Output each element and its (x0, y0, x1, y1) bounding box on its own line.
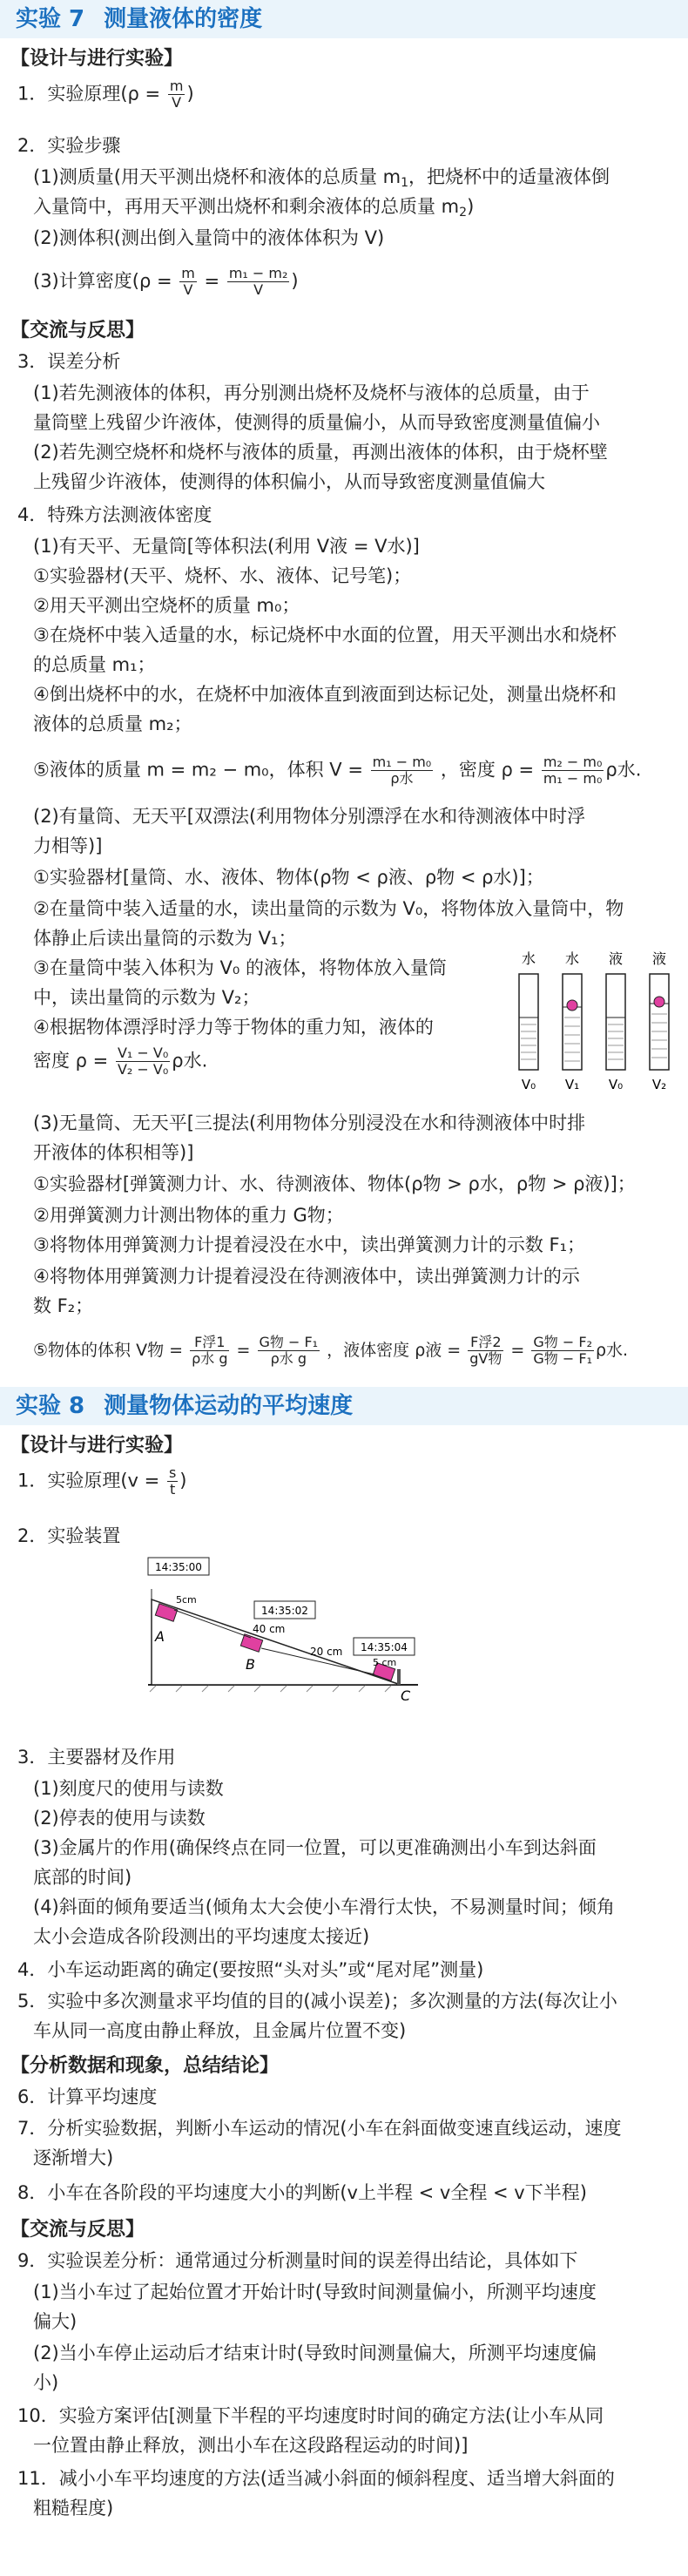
exp8-p11a: 11．减小小车平均速度的方法(适当减小斜面的倾斜程度、适当增大斜面的 (17, 2468, 615, 2489)
cyl-top-label: 液 (651, 950, 667, 967)
principle-text: 1．实验原理(ρ = (17, 83, 161, 105)
dist-label-3: 20 cm (310, 1646, 343, 1658)
fraction (179, 266, 197, 298)
text: ⑤物体的体积 V物 = (33, 1341, 184, 1360)
exp7-m2-1: ①实验器材[量筒、水、液体、物体(ρ物 < ρ液、ρ物 < ρ水)]； (33, 867, 544, 888)
exp7-m3-title-a: (3)无量筒、无天平[三提法(利用物体分别浸没在水和待测液体中时排 (33, 1112, 586, 1133)
text: (3)计算密度(ρ = (33, 270, 172, 292)
exp8-section-analyze: 【分析数据和现象，总结结论】 (10, 2055, 280, 2077)
exp7-principle (17, 78, 671, 111)
exp8-p5b: 车从同一高度由静止释放，且金属片位置不变) (33, 2020, 407, 2041)
exp8-p10a: 10．实验方案评估[测量下半程的平均速度时时间的确定方法(让小车从同 (17, 2405, 604, 2426)
text: ρ水. (605, 759, 642, 781)
exp7-number: 实验 7 (16, 6, 85, 32)
text: ，密度 ρ = (440, 759, 535, 781)
text: ρ水. (172, 1050, 208, 1072)
frac-bottom: V (253, 281, 264, 298)
frac-bottom: ρ水 g (192, 1350, 228, 1367)
cyl-bottom-label: V₂ (651, 1077, 667, 1092)
clock-3-text: 14:35:04 (361, 1641, 408, 1653)
fraction (258, 1335, 320, 1367)
exp7-err2-a: (2)若先测空烧杯和烧杯与液体的质量，再测出液体的体积，由于烧杯壁 (33, 442, 608, 463)
exp7-step2: (2)测体积(测出倒入量筒中的液体体积为 V) (33, 227, 385, 248)
text: 密度 ρ = (33, 1050, 109, 1072)
dist-label-2: 40 cm (253, 1623, 286, 1635)
exp7-special-title: 4．特殊方法测液体密度 (17, 504, 212, 525)
exp8-e1: (1)刻度尺的使用与读数 (33, 1778, 224, 1799)
cyl-top-label: 水 (521, 950, 536, 967)
fraction (116, 1045, 170, 1078)
cyl-top-label: 液 (608, 950, 624, 967)
exp7-m1-4a: ④倒出烧杯中的水，在烧杯中加液体直到液面到达标记处，测量出烧杯和 (33, 684, 617, 705)
cylinder (650, 974, 669, 1070)
exp8-p9: 9．实验误差分析：通常通过分析测量时间的误差得出结论，具体如下 (17, 2250, 578, 2271)
exp8-p11b: 粗糙程度) (33, 2498, 114, 2519)
exp8-p9-1b: 偏大) (33, 2311, 78, 2332)
exp7-m3-title-b: 开液体的体积相等)] (33, 1142, 194, 1163)
text: = (236, 1341, 251, 1360)
point-c: C (401, 1687, 411, 1702)
frac-top: m₁ − m₀ (372, 754, 432, 770)
exp8-p7a: 7．分析实验数据，判断小车运动的情况(小车在斜面做变速直线运动，速度 (17, 2118, 622, 2139)
fraction (227, 266, 290, 298)
exp8-number: 实验 8 (16, 1393, 85, 1419)
exp7-m2-3b: 中，读出量筒的示数为 V₂； (33, 987, 260, 1008)
cyl-bottom-label: V₀ (521, 1077, 536, 1092)
cylinder (563, 974, 582, 1070)
metal-plate (397, 1669, 401, 1685)
exp7-m1-3b: 的总质量 m₁； (33, 654, 156, 675)
clock-1-text: 14:35:00 (155, 1561, 202, 1573)
text: ) (467, 196, 475, 217)
exp8-p5a: 5．实验中多次测量求平均值的目的(减小误差)；多次测量的方法(每次让小 (17, 1991, 617, 2011)
exp7-m3-2: ②用弹簧测力计测出物体的重力 G物； (33, 1205, 344, 1226)
frac-top: G物 − F₁ (259, 1334, 319, 1350)
cyl-bottom-label: V₁ (564, 1077, 580, 1092)
point-a: A (155, 1628, 165, 1645)
exp8-p8: 8．小车在各阶段的平均速度大小的判断(v上半程 < v全程 < v下半程) (17, 2182, 587, 2203)
exp7-m2-2b: 体静止后读出量筒的示数为 V₁； (33, 928, 297, 949)
frac-top: F浮2 (468, 1335, 503, 1351)
cyl-top-label: 水 (564, 950, 580, 967)
exp7-m2-3a: ③在量筒中装入体积为 V₀ 的液体，将物体放入量筒 (33, 957, 447, 978)
exp7-m3-4a: ④将物体用弹簧测力计提着浸没在待测液体中，读出弹簧测力计的示 (33, 1266, 580, 1287)
exp7-steps-title: 2．实验步骤 (17, 135, 121, 156)
text: ρ水. (596, 1341, 629, 1360)
hatch (564, 1018, 580, 1061)
exp7-err1-a: (1)若先测液体的体积，再分别测出烧杯及烧杯与液体的总质量，由于 (33, 382, 590, 403)
principle-fraction (168, 78, 185, 111)
exp8-p6: 6．计算平均速度 (17, 2086, 158, 2107)
exp8-p9-1a: (1)当小车过了起始位置才开始计时(导致时间测量偏小，所测平均速度 (33, 2282, 597, 2302)
exp8-p10b: 一位置由静止释放，测出小车在这段路程运动的时间)] (33, 2435, 469, 2456)
exp7-m2-title-a: (2)有量筒、无天平[双漂法(利用物体分别漂浮在水和待测液体中时浮 (33, 806, 586, 827)
exp7-m2-2a: ②在量筒中装入适量的水，读出量筒的示数为 V₀，将物体放入量筒中，物 (33, 898, 624, 919)
sub: 1 (401, 176, 408, 190)
exp7-step3 (33, 266, 671, 298)
frac-top: m (169, 78, 184, 94)
frac-top: m (181, 265, 195, 281)
exp8-p9-2a: (2)当小车停止运动后才结束计时(导致时间测量偏大，所测平均速度偏 (33, 2343, 597, 2363)
cylinder-1 (519, 950, 538, 1092)
text: ) (291, 270, 299, 292)
exp7-section-design: 【设计与进行实验】 (10, 48, 184, 70)
exp7-step1-b (33, 192, 671, 227)
exp7-section-exchange: 【交流与反思】 (10, 320, 145, 341)
exp8-equip-title: 3．主要器材及作用 (17, 1747, 176, 1768)
exp7-m2-4a: ④根据物体漂浮时浮力等于物体的重力知，液体的 (33, 1017, 434, 1038)
fraction (468, 1335, 503, 1367)
hatch (651, 1014, 667, 1058)
cylinders-diagram (507, 948, 681, 1101)
frac-bottom: m₁ − m₀ (543, 770, 603, 787)
principle-end: ) (186, 83, 194, 105)
frac-bottom: gV物 (469, 1350, 503, 1367)
cylinder (519, 974, 538, 1070)
exp8-e3a: (3)金属片的作用(确保终点在同一位置，可以更准确测出小车到达斜面 (33, 1837, 597, 1858)
text: 入量筒中，再用天平测出烧杯和剩余液体的总质量 m (33, 196, 460, 217)
exp8-section-design: 【设计与进行实验】 (10, 1435, 184, 1457)
text: ) (179, 1470, 187, 1491)
fraction (371, 754, 434, 787)
exp7-m1-1: ①实验器材(天平、烧杯、水、液体、记号笔)； (33, 565, 412, 586)
text: ⑤液体的质量 m = m₂ − m₀，体积 V = (33, 759, 363, 781)
frac-bottom: ρ水 g (270, 1350, 307, 1367)
exp7-m1-5 (33, 754, 671, 787)
frac-bottom: G物 − F₁ (533, 1350, 592, 1367)
hatch (521, 1024, 536, 1059)
cyl-bottom-label: V₀ (608, 1077, 624, 1092)
dist-label-1: 5cm (176, 1594, 197, 1606)
exp7-err-title: 3．误差分析 (17, 351, 121, 372)
fraction (542, 754, 604, 787)
frac-bottom: V₂ − V₀ (117, 1061, 169, 1078)
text: 1．实验原理(v = (17, 1470, 160, 1491)
floating-object (654, 997, 664, 1007)
exp8-title: 测量物体运动的平均速度 (104, 1393, 354, 1419)
exp8-e4b: 太小会造成各阶段测出的平均速度太接近) (33, 1926, 370, 1947)
frac-bottom: V (172, 94, 182, 111)
exp7-err1-b: 量筒壁上残留少许液体，使测得的质量偏小，从而导致密度测量值偏小 (33, 412, 600, 433)
exp8-title-bar (0, 1387, 688, 1425)
exp8-p9-2b: 小) (33, 2372, 59, 2393)
exp8-e2: (2)停表的使用与读数 (33, 1808, 206, 1829)
exp8-p4: 4．小车运动距离的确定(要按照“头对头”或“尾对尾”测量) (17, 1959, 484, 1980)
frac-bottom: V (183, 281, 193, 298)
floating-object (567, 1000, 577, 1011)
frac-top: F浮1 (190, 1335, 229, 1351)
text: (1)测质量(用天平测出烧杯和液体的总质量 m (33, 166, 401, 187)
exp7-m1-title: (1)有天平、无量筒[等体积法(利用 V液 = V水)] (33, 536, 420, 557)
exp7-m3-1: ①实验器材[弹簧测力计、水、待测液体、物体(ρ物 > ρ水，ρ物 > ρ液)]； (33, 1173, 636, 1194)
point-b: B (246, 1656, 255, 1673)
exp7-title-bar (0, 0, 688, 38)
frac-top: s (168, 1464, 177, 1481)
text: ，液体密度 ρ液 = (327, 1341, 462, 1360)
text: ，把烧杯中的适量液体倒 (408, 166, 610, 187)
sub: 2 (459, 206, 468, 220)
ground-hatch (150, 1685, 392, 1692)
exp8-device-title: 2．实验装置 (17, 1525, 121, 1546)
exp7-err2-b: 上残留少许液体，使测得的体积偏小，从而导致密度测量值偏大 (33, 471, 545, 492)
fraction (167, 1465, 178, 1498)
text: = (510, 1341, 525, 1360)
exp7-m1-2: ②用天平测出空烧杯的质量 m₀； (33, 595, 300, 616)
cylinder-2 (563, 950, 582, 1092)
exp8-e3b: 底部的时间) (33, 1867, 132, 1888)
dist-label-4: 5 cm (373, 1657, 397, 1668)
incline-diagram (139, 1554, 427, 1702)
fraction (531, 1335, 594, 1367)
clock-2-text: 14:35:02 (261, 1605, 308, 1617)
exp8-section-exchange: 【交流与反思】 (10, 2219, 145, 2241)
cylinder-3 (606, 950, 625, 1092)
frac-bottom: t (169, 1481, 176, 1498)
hatch (608, 1024, 624, 1059)
cylinder (606, 974, 625, 1070)
exp8-e4a: (4)斜面的倾角要适当(倾角太大会使小车滑行太快，不易测量时间；倾角 (33, 1897, 615, 1917)
frac-top: m₂ − m₀ (543, 754, 603, 770)
exp8-p7b: 逐渐增大) (33, 2147, 114, 2168)
fraction (190, 1335, 229, 1367)
exp7-m3-5 (33, 1335, 671, 1367)
exp7-m3-3: ③将物体用弹簧测力计提着浸没在水中，读出弹簧测力计的示数 F₁； (33, 1234, 585, 1255)
exp7-m2-title-b: 力相等)] (33, 835, 103, 856)
frac-top: G物 − F₂ (533, 1334, 592, 1350)
exp7-m1-4b: 液体的总质量 m₂； (33, 713, 192, 734)
exp8-principle (17, 1465, 671, 1498)
cylinder-4 (650, 950, 669, 1092)
text: = (204, 270, 220, 292)
frac-bottom: ρ水 (390, 770, 414, 787)
frac-top: m₁ − m₂ (228, 265, 288, 281)
exp7-m3-4b: 数 F₂； (33, 1295, 94, 1316)
frac-top: V₁ − V₀ (117, 1045, 169, 1061)
exp7-title: 测量液体的密度 (104, 6, 263, 32)
exp7-m1-3a: ③在烧杯中装入适量的水，标记烧杯中水面的位置，用天平测出水和烧杯 (33, 625, 617, 646)
